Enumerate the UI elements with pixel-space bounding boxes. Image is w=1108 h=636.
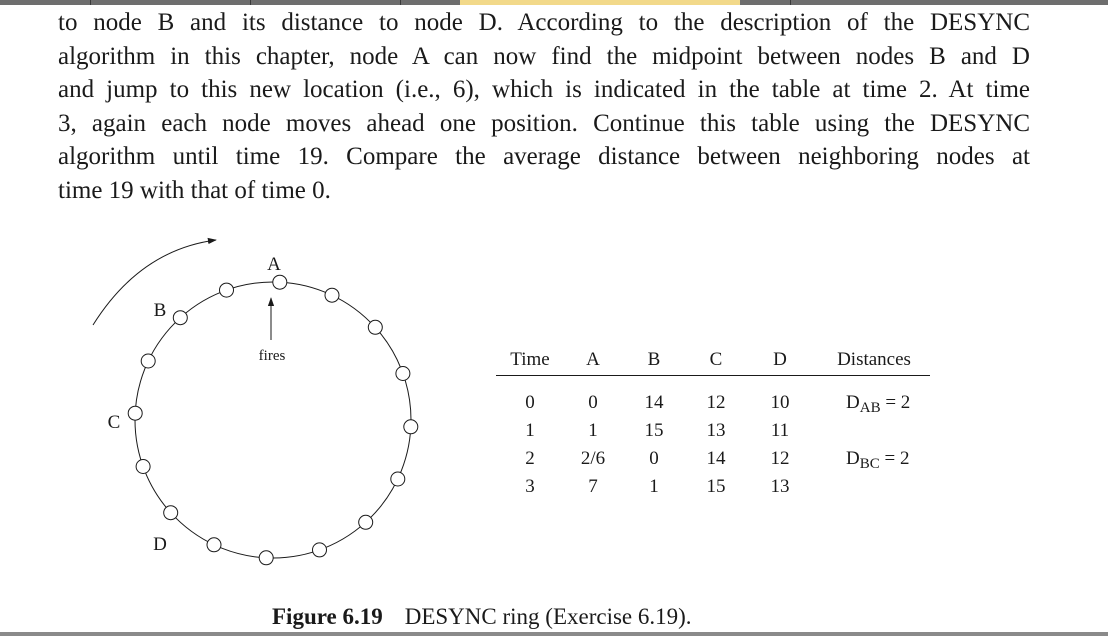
table-cell: 0 (588, 392, 598, 413)
paragraph-line: algorithm in this chapter, node A can now find the midpoint between nodes B and D (58, 42, 1030, 70)
table-cell: 1 (588, 420, 598, 441)
distance-ab: $D_{AB} = 2$ (846, 392, 911, 416)
ring-node-7 (313, 543, 327, 557)
ring-nodes (128, 275, 418, 565)
table-cell: 2/6 (580, 448, 606, 469)
table-cell: 11 (770, 420, 790, 441)
paragraph-line: to node B and its distance to node D. According to the description of the DESYNC (58, 9, 1030, 36)
ring-node-0 (273, 275, 287, 289)
header-time: Time (510, 349, 550, 370)
table-cell: 2 (525, 448, 535, 469)
table-cell: 3 (525, 476, 535, 497)
table-cell: 14 (644, 392, 664, 413)
table-cell: 14 (706, 448, 726, 469)
table-cell: 1 (649, 476, 659, 497)
ring-node-12 (128, 406, 142, 420)
ring-node-15 (220, 283, 234, 297)
paragraph-line: time 19 with that of time 0. (58, 176, 331, 204)
table-cell: 15 (644, 420, 664, 441)
header-distances: Distances (837, 349, 911, 370)
header-a: A (586, 349, 600, 370)
table-cell: 13 (706, 420, 726, 441)
table-cell: 15 (706, 476, 726, 497)
ring-node-3 (396, 367, 410, 381)
node-label-c: C (107, 412, 121, 433)
table-cell: 12 (706, 392, 726, 413)
ring-node-6 (359, 515, 373, 529)
node-label-a: A (267, 254, 281, 275)
header-d: D (773, 349, 787, 370)
header-b: B (647, 349, 661, 370)
node-label-b: B (153, 300, 167, 321)
ring-node-5 (391, 472, 405, 486)
table-cell: 10 (770, 392, 790, 413)
fires-label: fires (258, 348, 286, 364)
table-cell: 0 (649, 448, 659, 469)
node-label-d: D (153, 534, 167, 555)
table-cell: 7 (588, 476, 598, 497)
paragraph-line: 3, again each node moves ahead one position. Continue this table using the DESYNC (58, 109, 1030, 137)
figure-caption (272, 604, 692, 630)
figure-number: Figure 6.19 (272, 604, 383, 629)
table-cell: 12 (770, 448, 790, 469)
ring-node-2 (368, 320, 382, 334)
distance-bc: $D_{BC} = 2$ (846, 448, 910, 472)
ring-node-1 (325, 288, 339, 302)
ring-node-9 (207, 538, 221, 552)
paragraph-line: and jump to this new location (i.e., 6), which is indicated in the table at time 2. At time (58, 76, 1030, 104)
ring-node-4 (404, 420, 418, 434)
ring-node-11 (136, 460, 150, 474)
caption-text: DESYNC ring (Exercise 6.19). (404, 604, 692, 629)
table-header-rule (496, 375, 930, 376)
ring-node-8 (259, 551, 273, 565)
ring-node-13 (141, 354, 155, 368)
ring-node-14 (173, 311, 187, 325)
table-cell: 1 (525, 420, 535, 441)
header-c: C (709, 349, 723, 370)
table-cell: 13 (770, 476, 790, 497)
table-cell: 0 (525, 392, 535, 413)
bottom-status-strip (0, 632, 1108, 636)
ring-node-10 (164, 506, 178, 520)
paragraph-line: algorithm until time 19. Compare the average distance between neighboring nodes at (58, 143, 1030, 171)
